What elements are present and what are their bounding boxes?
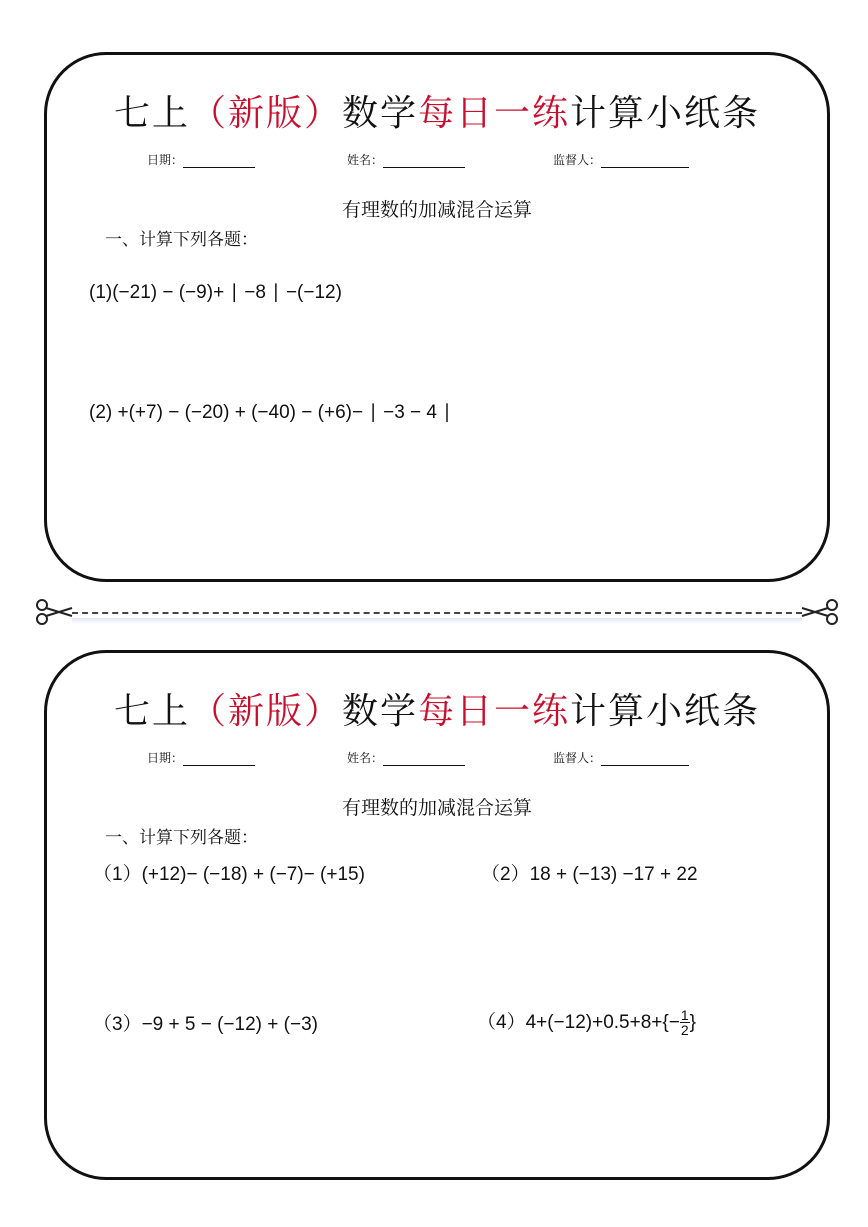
cut-line-shadow xyxy=(72,618,802,624)
title-part: 数学 xyxy=(341,93,418,134)
date-label: 日期： xyxy=(147,153,184,167)
date-field[interactable] xyxy=(147,749,255,766)
name-label: 姓名： xyxy=(347,751,384,765)
supervisor-label: 监督人： xyxy=(553,153,602,167)
title-daily: 每日一练 xyxy=(418,93,571,134)
scissors-icon xyxy=(800,598,840,626)
date-blank[interactable] xyxy=(183,155,255,168)
topic-title: 有理数的加减混合运算 xyxy=(341,797,532,819)
cut-line xyxy=(72,612,802,614)
date-label: 日期： xyxy=(147,751,184,765)
problem-2: (2) +(+7) − (−20) + (−40) − (+6)− ∣ −3 − 4 ∣ xyxy=(89,402,452,423)
fraction-numerator: 1 xyxy=(680,1007,689,1024)
supervisor-field[interactable] xyxy=(553,151,689,168)
card-title xyxy=(47,85,827,136)
problem-4-text: （4）4+(−12)+0.5+8+{− xyxy=(477,1012,680,1033)
date-blank[interactable] xyxy=(183,753,255,766)
name-blank[interactable] xyxy=(383,753,465,766)
fraction xyxy=(680,1008,690,1037)
problem-1: （1）(+12)− (−18) + (−7)− (+15) xyxy=(93,864,365,885)
name-field[interactable] xyxy=(347,151,465,168)
section-heading: 一、计算下列各题： xyxy=(105,230,258,250)
topic-title: 有理数的加减混合运算 xyxy=(341,199,532,221)
card-title xyxy=(47,683,827,734)
scissors-icon xyxy=(34,598,74,626)
title-part: 数学 xyxy=(341,691,418,732)
meta-row xyxy=(47,151,827,171)
practice-card-2 xyxy=(44,650,830,1180)
title-part: 七上 xyxy=(113,93,190,134)
title-edition: （新版） xyxy=(189,691,342,732)
title-part: 计算小纸条 xyxy=(570,691,761,732)
supervisor-field[interactable] xyxy=(553,749,689,766)
name-blank[interactable] xyxy=(383,155,465,168)
supervisor-label: 监督人： xyxy=(553,751,602,765)
meta-row xyxy=(47,749,827,769)
name-field[interactable] xyxy=(347,749,465,766)
section-heading: 一、计算下列各题： xyxy=(105,828,258,848)
problem-4 xyxy=(477,1007,696,1037)
name-label: 姓名： xyxy=(347,153,384,167)
problem-2: （2）18 + (−13) −17 + 22 xyxy=(481,864,698,885)
fraction-denominator: 2 xyxy=(680,1022,689,1039)
title-part: 计算小纸条 xyxy=(570,93,761,134)
problem-1: (1)(−21) − (−9)+ ∣ −8 ∣ −(−12) xyxy=(89,282,342,303)
problem-3: （3）−9 + 5 − (−12) + (−3) xyxy=(93,1014,318,1035)
supervisor-blank[interactable] xyxy=(601,155,689,168)
problem-4-close: } xyxy=(689,1012,696,1033)
practice-card-1 xyxy=(44,52,830,582)
title-edition: （新版） xyxy=(189,93,342,134)
title-part: 七上 xyxy=(113,691,190,732)
title-daily: 每日一练 xyxy=(418,691,571,732)
date-field[interactable] xyxy=(147,151,255,168)
supervisor-blank[interactable] xyxy=(601,753,689,766)
